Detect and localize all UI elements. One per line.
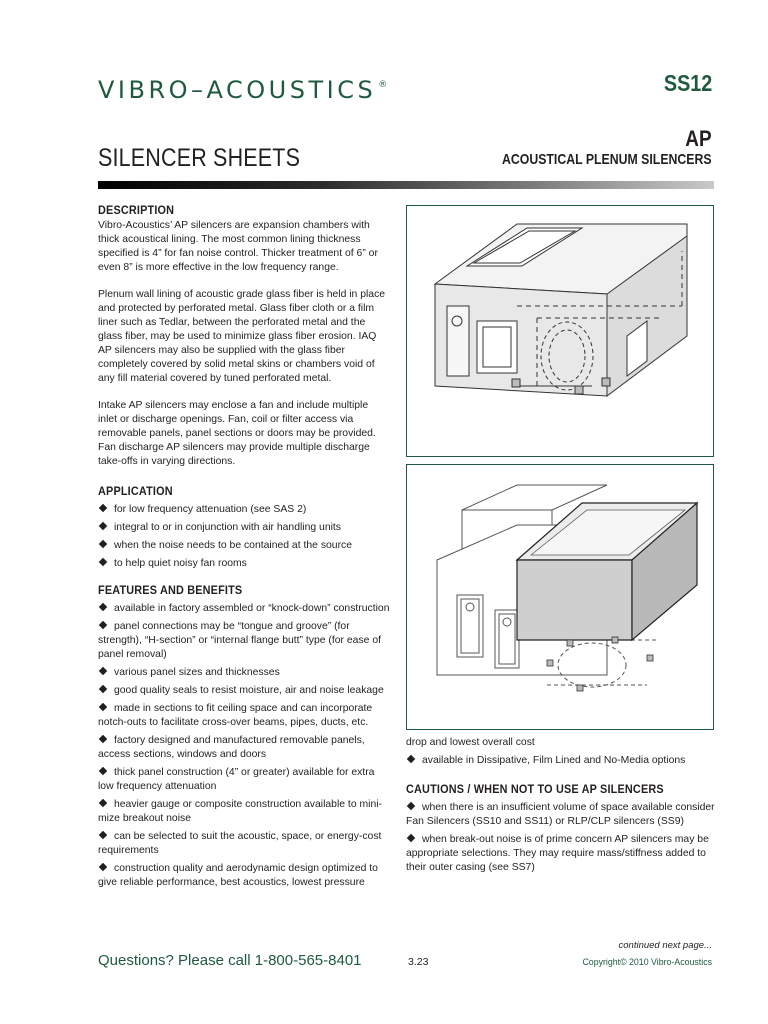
application-item-text: for low frequency attenuation (see SAS 2): [114, 504, 307, 515]
feature-item-text: made in sections to fit ceiling space and can incorporate notch-outs to facilitate cross-over beams, pipes, ducts, etc.: [98, 703, 373, 728]
feature-item-text: available in factory assembled or “knock-down” construction: [114, 603, 390, 614]
feature-item: [98, 620, 390, 662]
bullet-diamond-icon: [99, 667, 107, 675]
bullet-diamond-icon: [99, 831, 107, 839]
application-item-text: to help quiet noisy fan rooms: [114, 558, 247, 569]
page-title: SILENCER SHEETS: [98, 144, 301, 172]
caution-item: [406, 833, 716, 875]
application-heading: APPLICATION: [98, 484, 173, 498]
plenum-ahu-drawing: [407, 465, 713, 729]
caution-item-text: when there is an insufficient volume of space available consider Fan Silencers (SS10 and SS11) or RLP/CLP silencers (SS9): [406, 802, 715, 827]
bullet-diamond-icon: [407, 802, 415, 810]
feature-item: [98, 830, 390, 858]
description-paragraph: Intake AP silencers may enclose a fan and include multiple inlet or discharge openings. Fan, coil or filter access via removable panels, panel sections or doors may be provided. Fan discharge AP silencers may provide multiple discharge take-offs in varying directions.: [98, 400, 376, 467]
right-column: [406, 736, 716, 879]
bullet-diamond-icon: [99, 767, 107, 775]
left-column: [98, 203, 390, 894]
logo-dash: –: [191, 76, 207, 104]
features-heading: FEATURES AND BENEFITS: [98, 583, 243, 597]
application-item: [98, 503, 390, 517]
bullet-diamond-icon: [99, 504, 107, 512]
bullet-diamond-icon: [99, 540, 107, 548]
brand-logo: [98, 76, 388, 104]
plenum-ahu-illustration: [406, 464, 714, 730]
feature-item-continuation: drop and lowest overall cost: [406, 737, 535, 748]
plenum-box-drawing: [407, 206, 713, 456]
feature-item: [98, 798, 390, 826]
bullet-diamond-icon: [99, 863, 107, 871]
bullet-diamond-icon: [407, 834, 415, 842]
feature-item: [98, 666, 390, 680]
description-heading: DESCRIPTION: [98, 203, 175, 217]
header-divider: [98, 181, 714, 189]
feature-item: [98, 862, 390, 890]
model-code: AP: [685, 126, 712, 151]
bullet-diamond-icon: [99, 603, 107, 611]
caution-item-text: when break-out noise is of prime concern AP silencers may be appropriate selections. They may require mass/stiffness added to their outer casing (see SS7): [406, 834, 709, 873]
feature-item-text: can be selected to suit the acoustic, space, or energy-cost requirements: [98, 831, 382, 856]
feature-item: [406, 754, 716, 768]
description-paragraph: Vibro-Acoustics’ AP silencers are expansion chambers with thick acoustical lining. The most common lining thickness specified is 4” for fan noise control. Thicker treatment of 6” or even 8” is more effective in the low frequency range.: [98, 220, 378, 273]
feature-item-text: construction quality and aerodynamic design optimized to give reliable performance, best acoustics, lowest pressure: [98, 863, 378, 888]
application-item: [98, 557, 390, 571]
application-item-text: when the noise needs to be contained at the source: [114, 540, 353, 551]
plenum-silencer-illustration: [406, 205, 714, 457]
caution-item: [406, 801, 716, 829]
feature-item-text: heavier gauge or composite construction available to mini-mize breakout noise: [98, 799, 382, 824]
continued-note: continued next page...: [618, 940, 712, 951]
feature-item-text: factory designed and manufactured removable panels, access sections, windows and doors: [98, 735, 365, 760]
feature-item-text: various panel sizes and thicknesses: [114, 667, 280, 678]
logo-word-1: VIBRO: [98, 76, 192, 104]
feature-item-text: thick panel construction (4” or greater) available for extra low frequency attenuation: [98, 767, 375, 792]
bullet-diamond-icon: [99, 558, 107, 566]
application-item: [98, 521, 390, 535]
description-paragraph: Plenum wall lining of acoustic grade glass fiber is held in place and protected by perforated metal. Glass fiber cloth or a film liner such as Tedlar, between the perforated metal and the glass fiber, may be used to minimize glass fiber erosion. IAQ AP silencers may also be supplied with the glass fiber completely covered by solid metal skins or chambers void of any fill material covered by tuned perforated metal.: [98, 289, 386, 384]
feature-item-text: panel connections may be “tongue and groove” (for strength), “H-section” or “internal flange butt” type (for ease of panel removal): [98, 621, 381, 660]
bullet-diamond-icon: [99, 703, 107, 711]
feature-item: [98, 684, 390, 698]
feature-item: [98, 702, 390, 730]
registered-mark: ®: [378, 80, 388, 90]
application-item: [98, 539, 390, 553]
application-item-text: integral to or in conjunction with air handling units: [114, 522, 341, 533]
feature-item-text: good quality seals to resist moisture, air and noise leakage: [114, 685, 384, 696]
feature-item-text: available in Dissipative, Film Lined and No-Media options: [422, 755, 686, 766]
feature-item: [98, 734, 390, 762]
feature-item: [98, 602, 390, 616]
bullet-diamond-icon: [407, 755, 415, 763]
page-number: 3.23: [408, 956, 429, 968]
bullet-diamond-icon: [99, 621, 107, 629]
bullet-diamond-icon: [99, 522, 107, 530]
bullet-diamond-icon: [99, 735, 107, 743]
model-subtitle: ACOUSTICAL PLENUM SILENCERS: [502, 151, 712, 168]
bullet-diamond-icon: [99, 685, 107, 693]
contact-phone: Questions? Please call 1-800-565-8401: [98, 952, 362, 969]
bullet-diamond-icon: [99, 799, 107, 807]
copyright: Copyright© 2010 Vibro-Acoustics: [582, 957, 712, 967]
logo-word-2: ACOUSTICS: [206, 76, 377, 104]
feature-item: [98, 766, 390, 794]
sheet-code: SS12: [663, 70, 712, 96]
cautions-heading: CAUTIONS / WHEN NOT TO USE AP SILENCERS: [406, 782, 664, 796]
